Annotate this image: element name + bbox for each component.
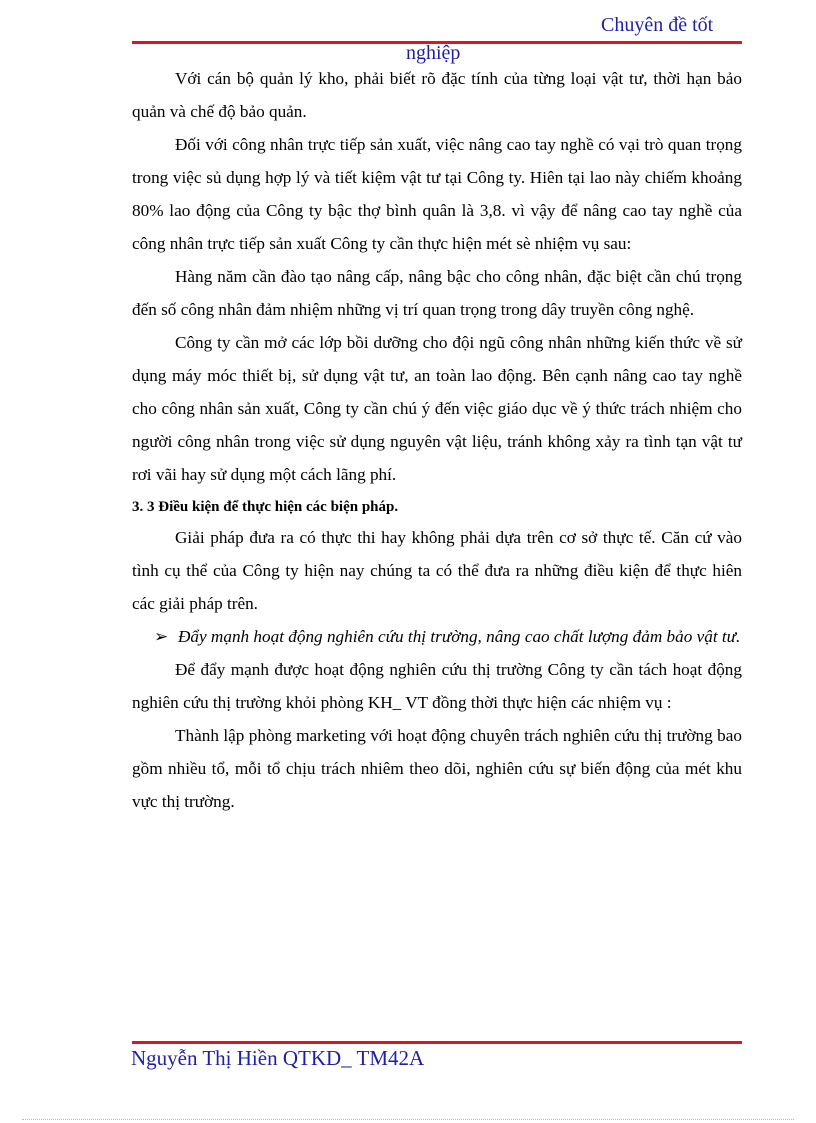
- header-title: Chuyên đề tốt: [601, 14, 714, 36]
- paragraph: Công ty cần mở các lớp bồi dưỡng cho đội ngũ công nhân những kiến thức về sử dụng máy móc thiết bị, sử dụng vật tư, an toàn lao động. Bên cạnh nâng cao tay nghề cho công nhân sản xuất, Công ty cần chú ý đến việc giáo dục về ý thức trách nhiệm cho người công nhân trong việc sử dụng nguyên vật liệu, tránh không xảy ra tình tạn vật tư rơi vãi hay sử dụng một cách lãng phí.: [132, 333, 742, 484]
- paragraph: Với cán bộ quản lý kho, phải biết rõ đặc tính của từng loại vật tư, thời hạn bảo quản và chế độ bảo quản.: [132, 69, 742, 121]
- page-edge-divider: [22, 1119, 794, 1120]
- footer-author: Nguyễn Thị Hiền QTKD_ TM42A: [131, 1046, 425, 1070]
- arrow-bullet-icon: ➢: [154, 627, 169, 646]
- bullet-item: [132, 620, 742, 653]
- bullet-text: Đẩy mạnh hoạt động nghiên cứu thị trường, nâng cao chất lượng đảm bảo vật tư.: [178, 627, 741, 646]
- document-body: [132, 62, 742, 818]
- paragraph: Hàng năm cần đào tạo nâng cấp, nâng bậc cho công nhân, đặc biệt cần chú trọng đến số công nhân đảm nhiệm những vị trí quan trọng trong dây truyền công nghệ.: [132, 267, 742, 319]
- paragraph: Thành lập phòng marketing với hoạt động chuyên trách nghiên cứu thị trường bao gồm nhiều tổ, mỗi tổ chịu trách nhiêm theo dõi, nghiên cứu sự biến động của mét khu vực thị trường.: [132, 726, 742, 811]
- paragraph: Giải pháp đưa ra có thực thi hay không phải dựa trên cơ sở thực tế. Căn cứ vào tình cụ thể của Công ty hiện nay chúng ta có thể đưa ra những điều kiện để thực hiên các giải pháp trên.: [132, 528, 742, 613]
- header-title-continued: nghiệp: [406, 42, 461, 64]
- section-heading: 3. 3 Điều kiện để thực hiện các biện pháp.: [132, 499, 399, 515]
- paragraph: Đối với công nhân trực tiếp sản xuất, việc nâng cao tay nghề có vại trò quan trọng trong việc sủ dụng hợp lý và tiết kiệm vật tư tại Công ty. Hiên tại lao này chiếm khoảng 80% lao động của Công ty bậc thợ bình quân là 3,8. vì vậy để nâng cao tay nghề của công nhân trực tiếp sản xuất Công ty cần thực hiện mét sè nhiệm vụ sau:: [132, 135, 742, 253]
- footer-rule: [132, 1041, 742, 1044]
- paragraph: Để đẩy mạnh được hoạt động nghiên cứu thị trường Công ty cần tách hoạt động nghiên cứu thị trường khỏi phòng KH_ VT đồng thời thực hiện các nhiệm vụ :: [132, 660, 742, 712]
